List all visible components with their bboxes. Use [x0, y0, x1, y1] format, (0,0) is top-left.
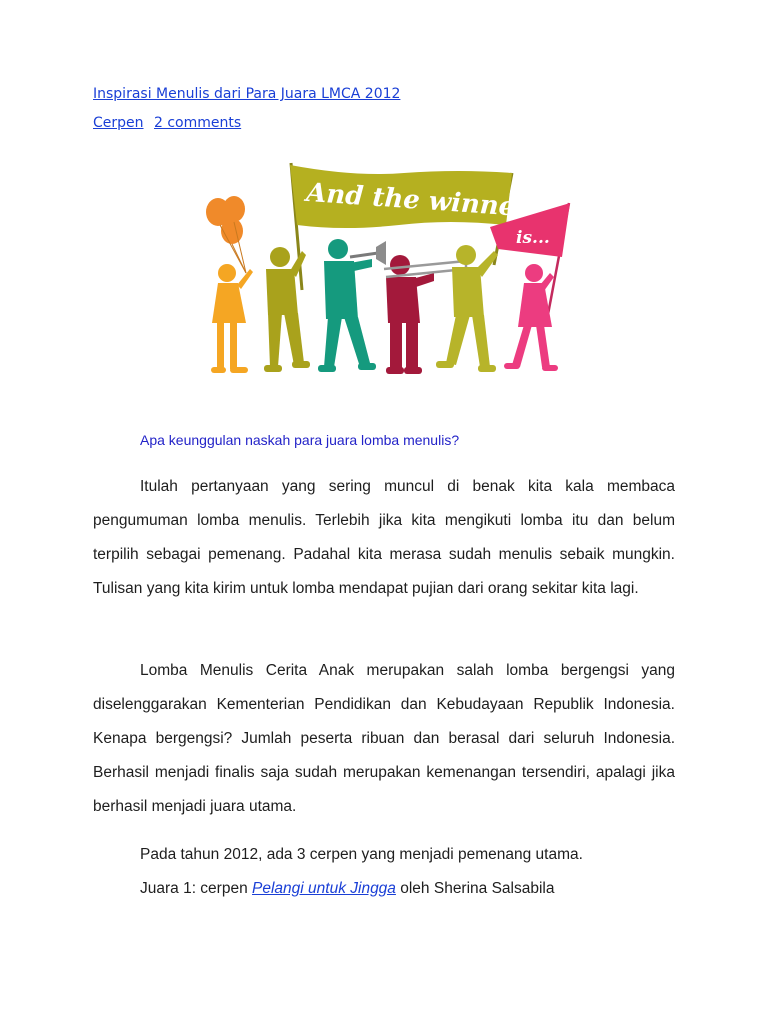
comments-link[interactable]: 2 comments: [153, 115, 242, 131]
child-with-balloons-figure: [211, 264, 253, 373]
winner-parade-illustration: [194, 155, 578, 380]
balloons-icon: [206, 196, 246, 273]
lead-question: Apa keunggulan naskah para juara lomba menulis?: [140, 432, 460, 448]
first-winner-line: [140, 880, 555, 898]
winners-intro: Pada tahun 2012, ada 3 cerpen yang menjadi pemenang utama.: [140, 846, 583, 863]
girl-with-flag-figure: [504, 264, 558, 371]
article-paragraph-1: Itulah pertanyaan yang sering muncul di benak kita kala membaca pengumuman lomba menulis. Terlebih jika kita mengikuti lomba itu dan belum terpilih sebagai pemenang. Padahal kita merasa sudah menulis sebaik mungkin. Tulisan yang kita kirim untuk lomba mendapat pujian dari orang sekitar kita lagi.: [93, 478, 675, 597]
first-winner-author: oleh Sherina Salsabila: [395, 880, 555, 897]
flag-text: is...: [516, 228, 550, 248]
first-winner-prefix: Juara 1: cerpen: [140, 880, 253, 897]
article-paragraph-2: Lomba Menulis Cerita Anak merupakan salah lomba bergengsi yang diselenggarakan Kementerian Pendidikan dan Kebudayaan Republik Indonesia. Kenapa bergengsi? Jumlah peserta ribuan dan berasal dari seluruh Indonesia. Berhasil menjadi finalis saja sudah merupakan kemenangan tersendiri, apalagi jika berhasil menjadi juara utama.: [93, 662, 675, 815]
banner-carrier-figure: [264, 247, 310, 372]
story-title-link[interactable]: Pelangi untuk Jingga: [252, 880, 396, 897]
trumpet-player-figure: [318, 239, 376, 372]
category-link[interactable]: Cerpen: [93, 115, 144, 131]
article-title-link[interactable]: Inspirasi Menulis dari Para Juara LMCA 2012: [93, 86, 401, 102]
banner-text: And the winner: [305, 177, 530, 224]
post-meta: [93, 115, 247, 131]
